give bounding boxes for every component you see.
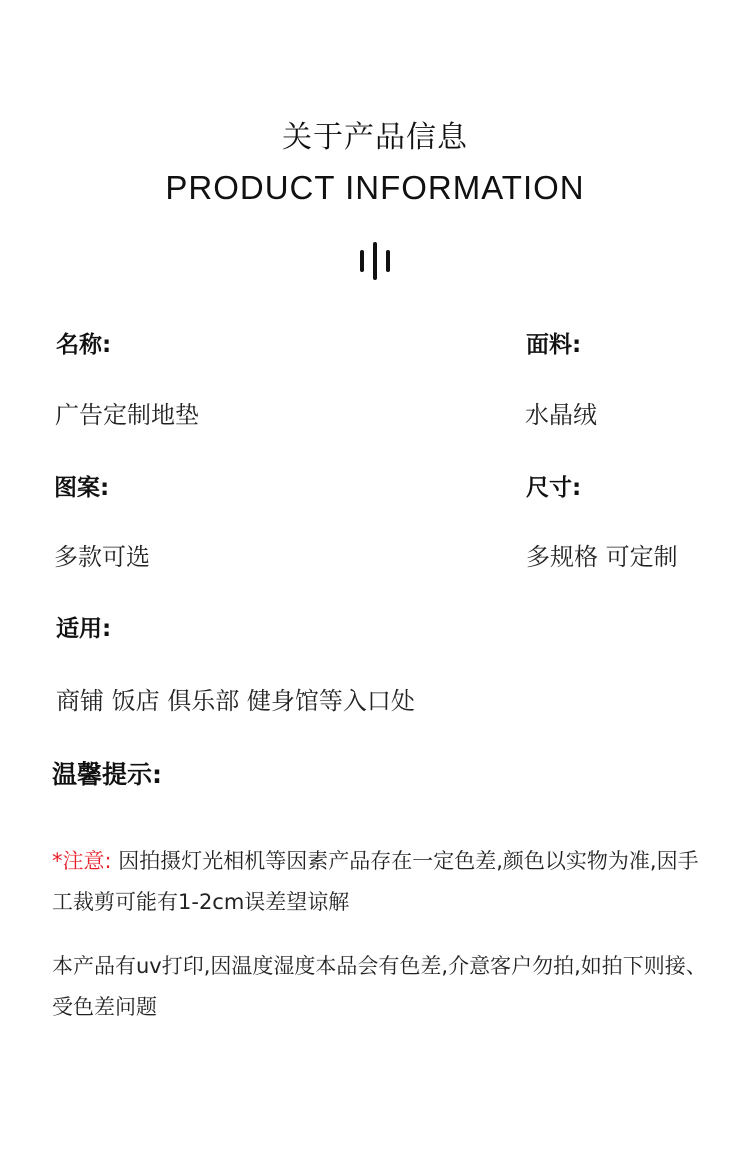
name-value: 广告定制地垫 bbox=[55, 401, 199, 429]
name-label: 名称: bbox=[56, 332, 112, 358]
notice-heading: 温馨提示: bbox=[52, 760, 162, 789]
material-value: 水晶绒 bbox=[525, 401, 597, 429]
note-color-difference bbox=[52, 841, 712, 923]
usage-value: 商铺 饭店 俱乐部 健身馆等入口处 bbox=[56, 687, 415, 715]
size-value: 多规格 可定制 bbox=[526, 543, 678, 571]
note-text-2: 本产品有uv打印,因温度湿度本品会有色差,介意客户勿拍,如拍下则接、受色差问题 bbox=[52, 954, 707, 1019]
title-chinese: 关于产品信息 bbox=[282, 120, 468, 155]
material-label: 面料: bbox=[526, 332, 582, 358]
pattern-value: 多款可选 bbox=[54, 543, 150, 571]
title-english: PRODUCT INFORMATION bbox=[165, 169, 585, 206]
note-text-1: 因拍摄灯光相机等因素产品存在一定色差,颜色以实物为准,因手工裁剪可能有1-2cm误差望谅解 bbox=[52, 849, 699, 914]
divider-bars-icon bbox=[358, 242, 392, 280]
usage-label: 适用: bbox=[56, 616, 112, 642]
note-uv-print bbox=[52, 946, 712, 1028]
size-label: 尺寸: bbox=[526, 475, 582, 501]
pattern-label: 图案: bbox=[54, 475, 110, 501]
note-warning-prefix: *注意: bbox=[52, 849, 112, 873]
